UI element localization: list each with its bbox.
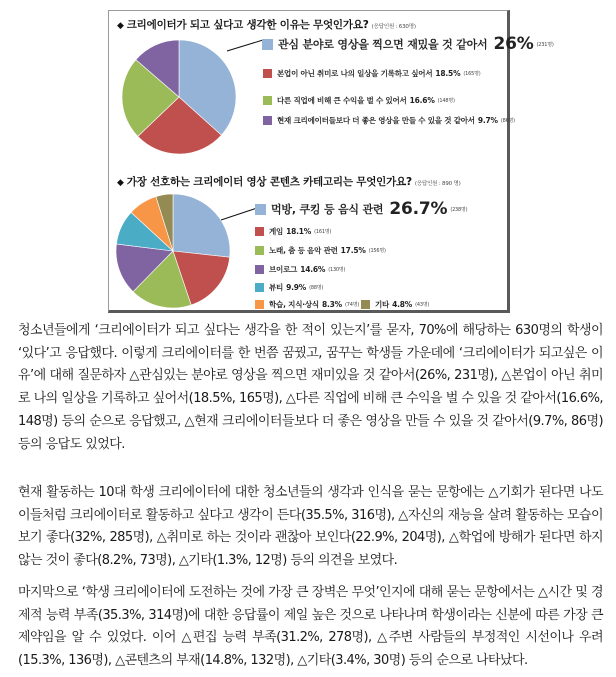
legend-count: (148명) (437, 98, 455, 104)
respondent-count: (응답인원 : 630명) (371, 24, 416, 30)
legend-swatch (263, 69, 272, 78)
legend-count: (88명) (309, 285, 324, 291)
legend-percent: 14.6% (300, 265, 326, 274)
article-paragraph-3 (18, 582, 603, 673)
legend-swatch (255, 246, 264, 255)
legend-count: (161명) (314, 229, 332, 235)
legend-count: (74명) (345, 302, 360, 308)
paragraph-text: 현재 활동하는 10대 학생 크리에이터에 대한 청소년들의 생각과 인식을 묻는 문항에는 △기회가 된다면 나도 이들처럼 크리에이터로 활동하고 싶다고 생각이 든다(35.5%, 316명), △자신의 재능을 살려 활동하는 모습이 보기 좋다(32%, 285명), △취미로 하는 것이라 괜찮아 보인다(22.9%, 204명), △학업에 방해가 된다면 하지 않는 것이 좋다(8.2%, 73명), △기타(1.3%, 12명) 등의 의견을 보였다. (18, 485, 603, 569)
chart-creator-reasons (109, 11, 554, 161)
article-paragraph-1 (18, 320, 603, 456)
legend-label: 게임 (269, 227, 284, 236)
chart-title-text: 크리에이터가 되고 싶다고 생각한 이유는 무엇인가요? (126, 19, 369, 31)
legend-percent: 9.7% (477, 116, 498, 125)
legend-label: 학습, 지식·상식 (269, 300, 319, 309)
legend-swatch (255, 265, 264, 274)
legend-percent: 8.3% (321, 300, 342, 309)
article-paragraph-2 (18, 482, 603, 573)
paragraph-text: 청소년들에게 ‘크리에이터가 되고 싶다는 생각을 한 적이 있는지’를 묻자, 70%에 해당하는 630명의 학생이 ‘있다’고 응답했다. 이렇게 크리에이터를 한 번쯤 꿈꿨고, 꿈꾸는 학생들 가운데에 ‘크리에이터가 되고싶은 이유’에 대해 질문하자 △관심있는 분야로 영상을 찍으면 재미있을 것 같아서(26%, 231명), △본업이 아닌 취미로 나의 일상을 기록하고 싶어서(18.5%, 165명), △다른 직업에 비해 큰 수익을 벌 수 있을 것 같아서(16.6%, 148명) 등의 순으로 응답했고, △현재 크리에이터들보다 더 좋은 영상을 만들 수 있을 것 같아서(9.7%, 86명) 등의 응답도 있었다. (18, 323, 603, 452)
diamond-bullet-icon: ◆ (117, 21, 124, 31)
legend-item (255, 245, 386, 256)
leader-line (219, 204, 259, 224)
leader-line (225, 35, 265, 55)
legend-item (361, 299, 429, 310)
legend-label: 브이로그 (269, 265, 298, 274)
chart-title (117, 174, 461, 189)
legend-item (255, 264, 345, 275)
legend-label: 다른 직업에 비해 큰 수익을 벌 수 있어서 (277, 96, 407, 105)
legend-swatch (263, 116, 272, 125)
legend-percent: 16.6% (409, 96, 435, 105)
legend-label: 현재 크리에이터들보다 더 좋은 영상을 만들 수 있을 것 같아서 (277, 116, 475, 125)
legend-label: 뷰티 (269, 283, 284, 292)
legend-swatch (255, 300, 264, 309)
chart-title (117, 17, 416, 32)
legend-percent: 18.5% (435, 69, 461, 78)
legend-item (262, 34, 554, 54)
legend-item (255, 226, 331, 237)
legend-item (255, 299, 359, 310)
legend-count: (165명) (463, 71, 481, 77)
legend-label: 기타 (375, 300, 390, 309)
legend-count: (231명) (536, 41, 554, 48)
legend-item (263, 115, 515, 126)
legend-label: 노래, 춤 등 음악 관련 (269, 246, 338, 255)
legend-item (263, 68, 480, 79)
legend-swatch (262, 39, 273, 50)
legend-swatch (255, 204, 266, 215)
chart-content-category (109, 161, 507, 311)
legend-swatch (255, 227, 264, 236)
respondent-count: (응답인원 : 890 명) (414, 181, 461, 187)
legend-label: 관심 분야로 영상을 찍으면 재밌을 것 같아서 (278, 38, 488, 51)
legend-count: (43명) (415, 302, 430, 308)
legend-percent: 26.7% (389, 199, 448, 219)
legend-count: (156명) (368, 248, 386, 254)
legend-item (263, 95, 455, 106)
legend-label: 먹방, 쿠킹 등 음식 관련 (271, 203, 384, 216)
legend-count: (130명) (328, 267, 346, 273)
legend-percent: 26% (493, 34, 534, 54)
legend-item (255, 282, 323, 293)
legend-percent: 18.1% (286, 227, 312, 236)
legend-item (255, 199, 467, 219)
legend-label: 본업이 아닌 취미로 나의 일상을 기록하고 싶어서 (277, 69, 433, 78)
legend-swatch (263, 96, 272, 105)
legend-swatch (361, 300, 370, 309)
legend-percent: 17.5% (340, 246, 366, 255)
diamond-bullet-icon: ◆ (117, 178, 124, 188)
chart-title-text: 가장 선호하는 크리에이터 영상 콘텐츠 카테고리는 무엇인가요? (126, 176, 412, 188)
paragraph-text: 마지막으로 ‘학생 크리에이터에 도전하는 것에 가장 큰 장벽은 무엇’인지에 대해 묻는 문항에서는 △시간 및 경제적 능력 부족(35.3%, 314명)에 대한 응답률이 제일 높은 것으로 나타나며 학생이라는 신분에 따른 가장 큰 제약임을 알 수 있었다. 이어 △편집 능력 부족(31.2%, 278명), △주변 사람들의 부정적인 시선이나 우려(15.3%, 136명), △콘텐츠의 부재(14.8%, 132명), △기타(3.4%, 30명) 등의 순으로 나타났다. (18, 585, 603, 669)
legend-count: (238명) (450, 206, 468, 213)
survey-chart-figure (108, 10, 554, 313)
legend-count: (86명) (500, 118, 515, 124)
legend-percent: 9.9% (286, 283, 307, 292)
legend-percent: 4.8% (392, 300, 413, 309)
legend-swatch (255, 283, 264, 292)
pie-chart (111, 189, 235, 313)
